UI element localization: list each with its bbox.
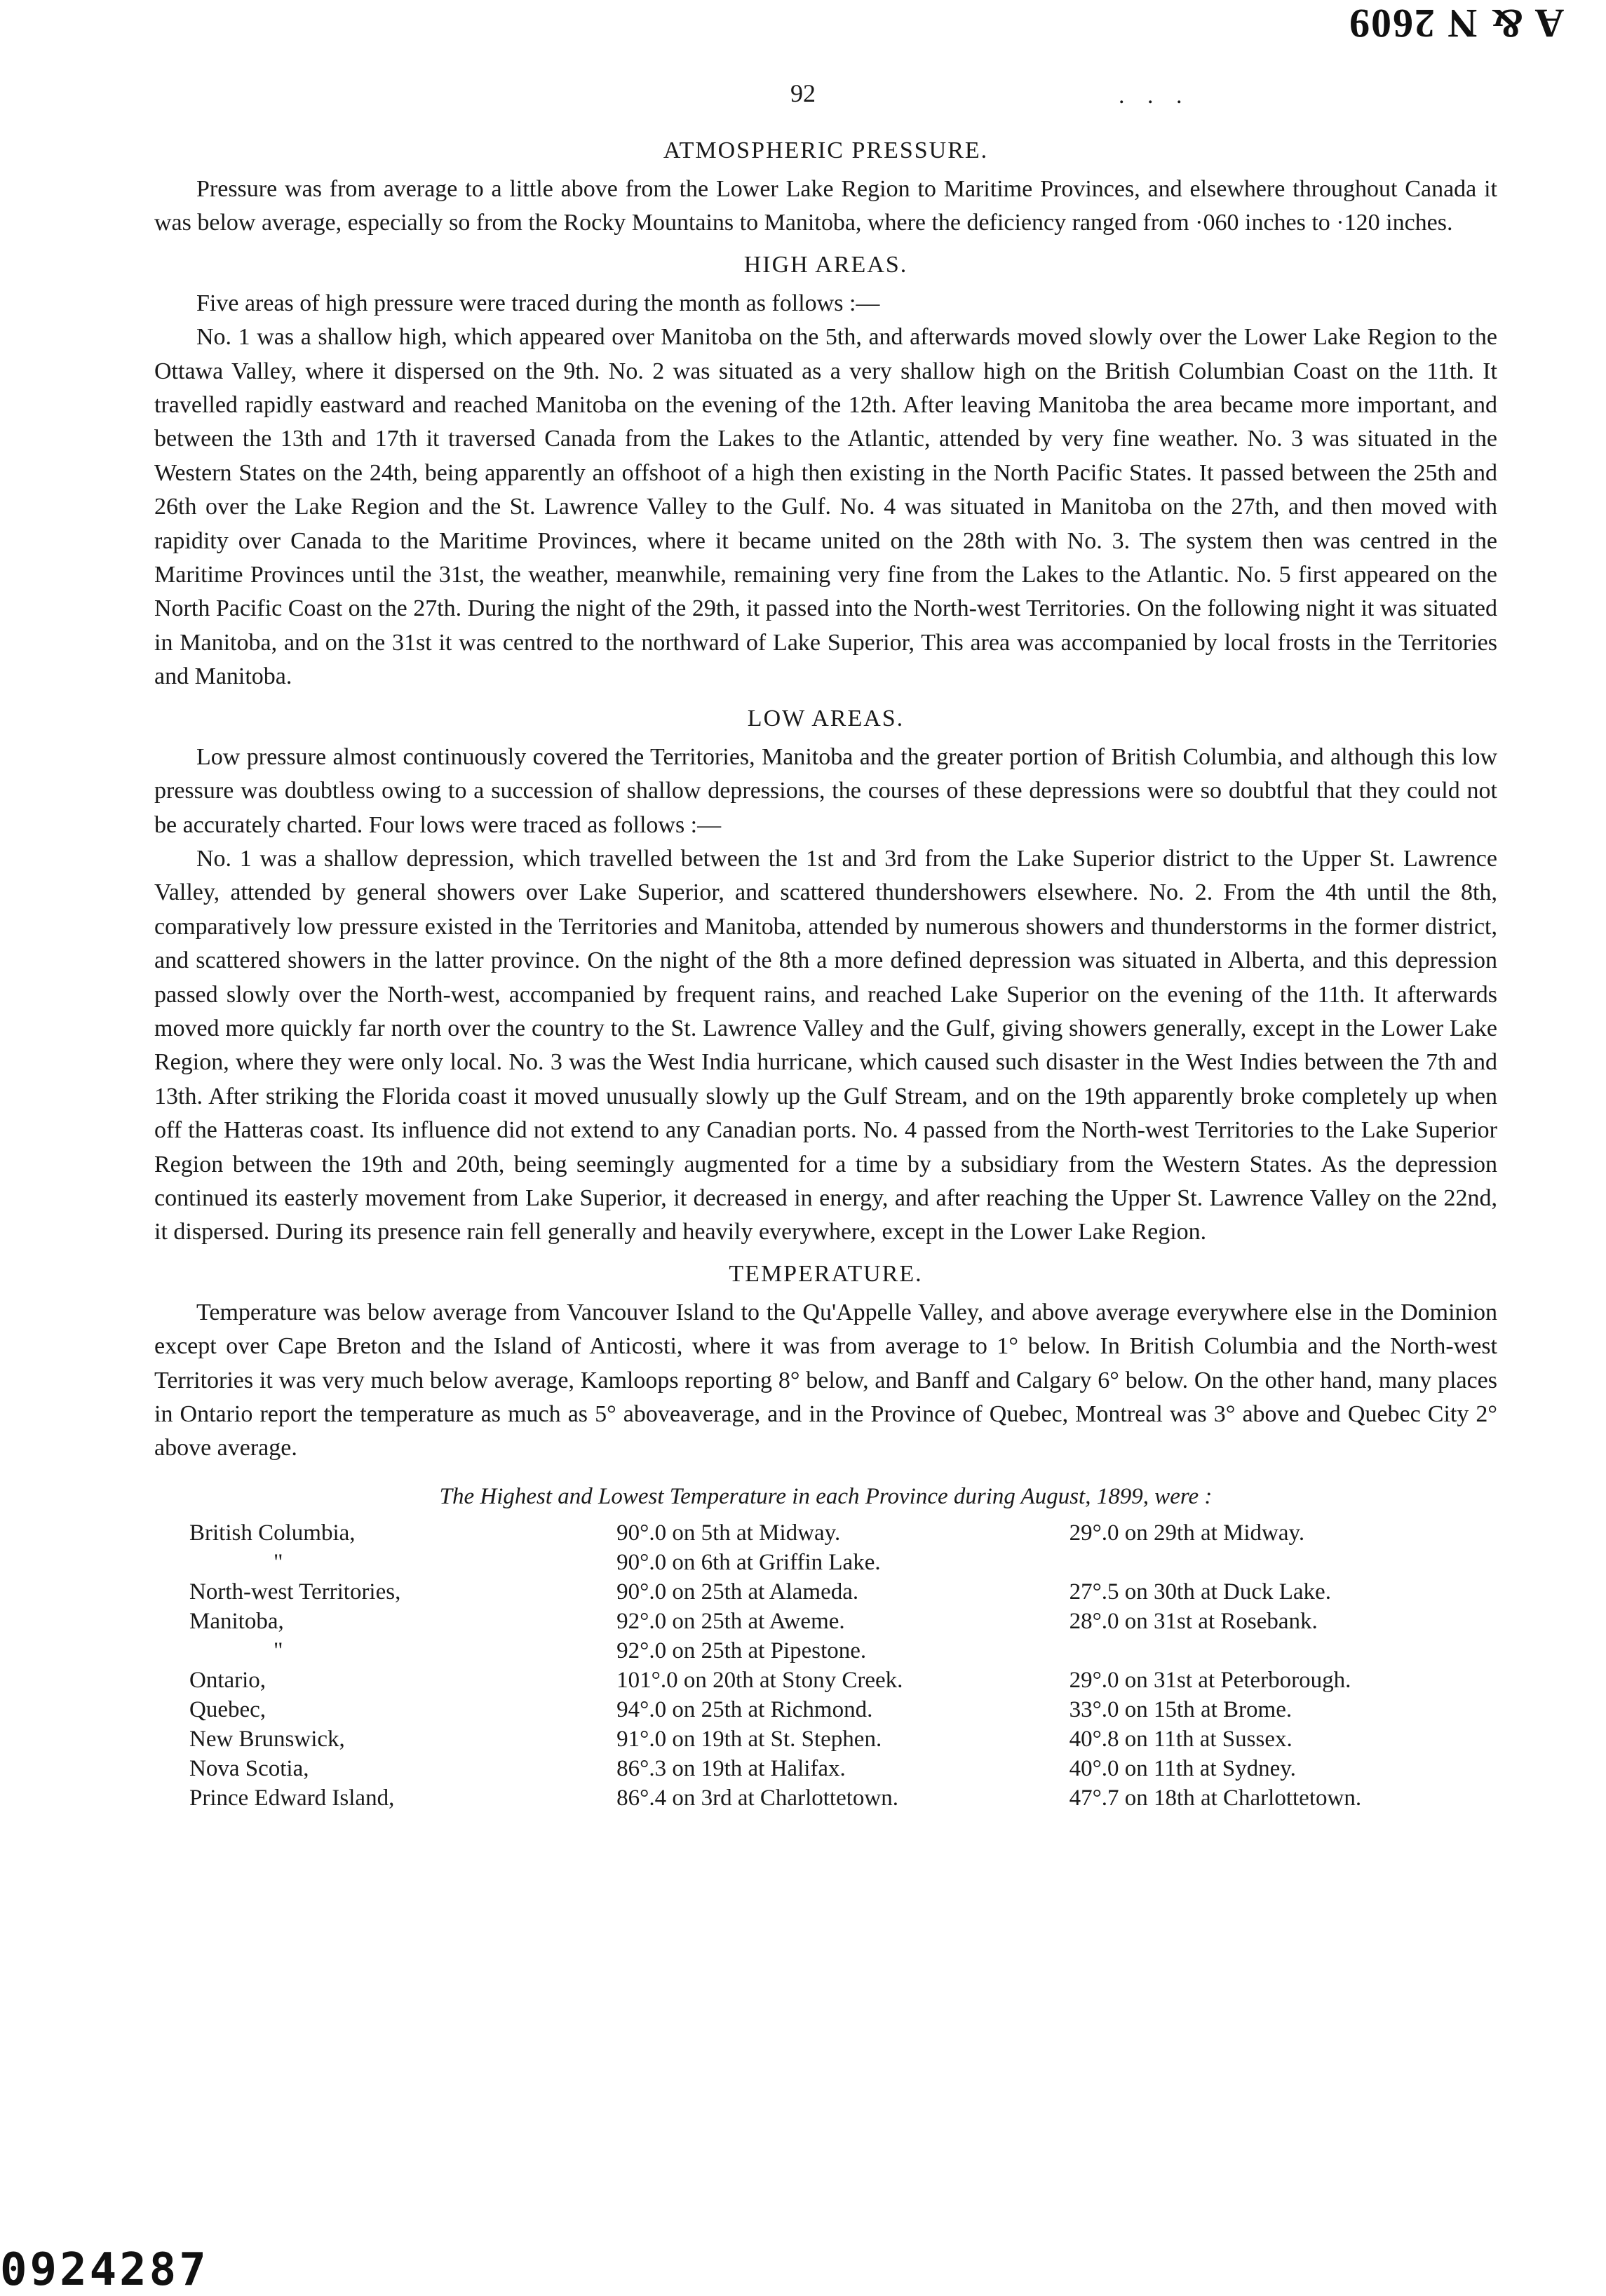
high-areas-intro: Five areas of high pressure were traced during the month as follows :— <box>196 290 880 316</box>
lowest-temp-cell <box>1069 1636 1497 1666</box>
table-row <box>154 1724 1497 1754</box>
lowest-temp-cell: 47°.7 on 18th at Charlottetown. <box>1069 1785 1362 1811</box>
province-cell: North-west Territories, <box>189 1579 401 1605</box>
province-cell: Nova Scotia, <box>189 1755 309 1781</box>
page-number: 92 <box>790 79 816 107</box>
highest-temp-cell: 90°.0 on 6th at Griffin Lake. <box>616 1549 881 1575</box>
lowest-temp-cell <box>1069 1548 1497 1577</box>
lowest-temp-cell: 29°.0 on 29th at Midway. <box>1069 1520 1305 1546</box>
lowest-temp-cell: 40°.8 on 11th at Sussex. <box>1069 1726 1293 1752</box>
heading-high-areas: HIGH AREAS. <box>743 251 908 278</box>
table-row <box>154 1607 1497 1636</box>
highest-temp-cell: 101°.0 on 20th at Stony Creek. <box>616 1667 903 1693</box>
province-cell: Ontario, <box>189 1667 266 1693</box>
highest-temp-cell: 94°.0 on 25th at Richmond. <box>616 1696 873 1722</box>
heading-low-areas: LOW AREAS. <box>747 705 905 731</box>
table-row <box>154 1577 1497 1607</box>
lowest-temp-cell: 28°.0 on 31st at Rosebank. <box>1069 1608 1318 1634</box>
province-cell: Manitoba, <box>189 1608 284 1634</box>
table-row <box>154 1783 1497 1813</box>
table-row <box>154 1695 1497 1724</box>
heading-temperature: TEMPERATURE. <box>729 1260 923 1287</box>
highest-temp-cell: 92°.0 on 25th at Aweme. <box>616 1608 845 1634</box>
low-areas-intro: Low pressure almost continuously covered the Territories, Manitoba and the greater portion of British Columbia, and although this low pressure was doubtless owing to a succession of shallow depressions, the courses of these depressions were so doubtful that they could not be accurately charted. Four lows were traced as follows :— <box>154 743 1497 838</box>
lowest-temp-cell: 27°.5 on 30th at Duck Lake. <box>1069 1579 1331 1605</box>
temperature-paragraph: Temperature was below average from Vancouver Island to the Qu'Appelle Valley, and above average everywhere else in the Dominion except over Cape Breton and the Island of Anticosti, where it was from average to 1° below. In British Columbia and the North-west Territories it was very much below average, Kamloops reporting 8° below, and Banff and Calgary 6° below. On the other hand, many places in Ontario report the temperature as much as 5° aboveaverage, and in the Province of Quebec, Montreal was 3° above and Quebec City 2° above average. <box>154 1299 1497 1461</box>
province-cell: " <box>274 1549 283 1575</box>
highest-temp-cell: 86°.3 on 19th at Halifax. <box>616 1755 846 1781</box>
highest-temp-cell: 90°.0 on 25th at Alameda. <box>616 1579 859 1605</box>
province-cell: British Columbia, <box>189 1520 356 1546</box>
high-areas-paragraph: No. 1 was a shallow high, which appeared over Manitoba on the 5th, and afterwards moved slowly over the Lower Lake Region to the Ottawa Valley, where it dispersed on the 9th. No. 2 was situated as a very shallow high on the British Columbian Coast on the 11th. It travelled rapidly eastward and reached Manitoba on the evening of the 12th. After leaving Manitoba the area became more important, and between the 13th and 17th it traversed Canada from the Lakes to the Atlantic, attended by very fine weather. No. 3 was situated in the Western States on the 24th, being apparently an offshoot of a high then existing in the North Pacific States. It passed between the 25th and 26th over the Lake Region and the St. Lawrence Valley to the Gulf. No. 4 was situated in Manitoba on the 27th, and then moved with rapidity over Canada to the Maritime Provinces, where it became united on the 28th with No. 3. The system then was centred in the Maritime Provinces until the 31st, the weather, meanwhile, remaining very fine from the Lakes to the Atlantic. No. 5 first appeared on the North Pacific Coast on the 27th. During the night of the 29th, it passed into the North-west Territories. On the following night it was situated in Manitoba, and on the 31st it was centred to the northward of Lake Superior, This area was accompanied by local frosts in the Territories and Manitoba. <box>154 324 1497 690</box>
table-row <box>154 1548 1497 1577</box>
province-cell: " <box>274 1637 283 1663</box>
province-cell: Prince Edward Island, <box>189 1785 395 1811</box>
table-row <box>154 1518 1497 1548</box>
highest-temp-cell: 90°.0 on 5th at Midway. <box>616 1520 841 1546</box>
pressure-paragraph: Pressure was from average to a little above from the Lower Lake Region to Maritime Provinces, and elsewhere throughout Canada it was below average, especially so from the Rocky Mountains to Manitoba, where the deficiency ranged from ·060 inches to ·120 inches. <box>154 176 1497 236</box>
lowest-temp-cell: 40°.0 on 11th at Sydney. <box>1069 1755 1296 1781</box>
archive-mark: A & N 2609 <box>1347 1 1564 46</box>
heading-atmospheric-pressure: ATMOSPHERIC PRESSURE. <box>663 137 989 163</box>
highest-temp-cell: 86°.4 on 3rd at Charlottetown. <box>616 1785 898 1811</box>
province-cell: New Brunswick, <box>189 1726 345 1752</box>
temperature-table-title: The Highest and Lowest Temperature in each Province during August, 1899, were : <box>439 1483 1213 1509</box>
table-row <box>154 1754 1497 1783</box>
lowest-temp-cell: 29°.0 on 31st at Peterborough. <box>1069 1667 1351 1693</box>
stray-dots: . . . <box>1119 83 1191 109</box>
lowest-temp-cell: 33°.0 on 15th at Brome. <box>1069 1696 1293 1722</box>
document-id-stamp: 0924287 <box>0 2244 209 2296</box>
table-row <box>154 1636 1497 1666</box>
low-areas-paragraph: No. 1 was a shallow depression, which travelled between the 1st and 3rd from the Lake Superior district to the Upper St. Lawrence Valley, attended by general showers over Lake Superior, and scattered thundershowers elsewhere. No. 2. From the 4th until the 8th, comparatively low pressure existed in the Territories and Manitoba, attended by numerous showers and thunderstorms in the former district, and scattered showers in the latter province. On the night of the 8th a more defined depression was situated in Alberta, and this depression passed slowly over the North-west, accompanied by frequent rains, and reached Lake Superior on the evening of the 11th. It afterwards moved more quickly far north over the country to the St. Lawrence Valley and the Gulf, giving showers generally, except in the Lower Lake Region, where they were only local. No. 3 was the West India hurricane, which caused such disaster in the West Indies between the 7th and 13th. After striking the Florida coast it moved unusually slowly up the Gulf Stream, and on the 19th apparently broke completely up when off the Hatteras coast. Its influence did not extend to any Canadian ports. No. 4 passed from the North-west Territories to the Lake Superior Region between the 19th and 20th, being seemingly augmented for a time by a subsidiary from the Western States. As the depression continued its easterly movement from Lake Superior, it decreased in energy, and after reaching the Upper St. Lawrence Valley on the 22nd, it dispersed. During its presence rain fell generally and heavily everywhere, except in the Lower Lake Region. <box>154 845 1497 1245</box>
highest-temp-cell: 91°.0 on 19th at St. Stephen. <box>616 1726 882 1752</box>
highest-temp-cell: 92°.0 on 25th at Pipestone. <box>616 1637 867 1663</box>
temperature-table <box>154 1518 1497 1813</box>
table-row <box>154 1666 1497 1695</box>
province-cell: Quebec, <box>189 1696 266 1722</box>
page-content <box>154 126 1497 1813</box>
